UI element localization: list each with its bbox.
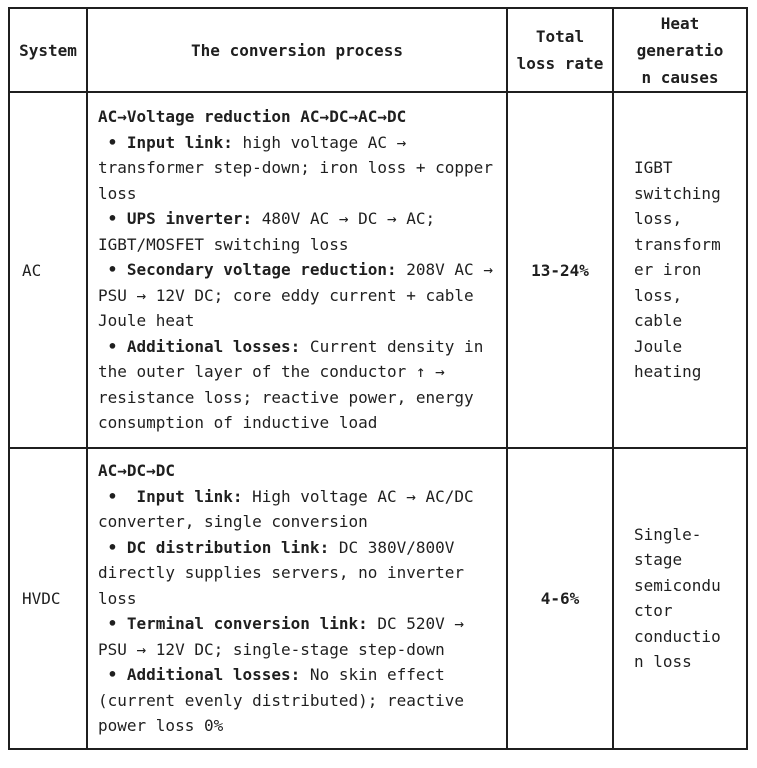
process-headline-text: AC→Voltage reduction AC→DC→AC→DC	[98, 107, 407, 127]
header-row	[9, 8, 747, 92]
system-cell-ac	[9, 92, 87, 448]
bullet-text: No skin effect (current evenly distributed); reactive power loss 0%	[98, 665, 474, 735]
header-cell-conversion-process	[87, 8, 507, 92]
bullet-label: • Additional losses:	[98, 665, 301, 684]
header-label-conversion-process: The conversion process	[191, 40, 403, 60]
system-label-hvdc: HVDC	[22, 588, 61, 608]
bullet-label: • Input link:	[98, 132, 233, 152]
bullet-text: DC 520V → PSU → 12V DC; single-stage step-down	[98, 614, 474, 659]
bullet-text: 480V AC → DC → AC; IGBT/MOSFET switching loss	[98, 209, 445, 254]
header-label-system: System	[19, 40, 77, 60]
process-bullet	[98, 611, 496, 662]
loss-rate-value-hvdc: 4-6%	[540, 588, 580, 608]
process-bullet	[98, 535, 496, 612]
process-bullet	[98, 334, 496, 436]
heat-causes-text-hvdc: Single-stage semiconductor conduction loss	[634, 524, 721, 672]
bullet-label: • UPS inverter:	[98, 209, 253, 229]
header-label-heat-generation-causes: Heat generation causes	[636, 13, 724, 87]
bullet-label: • Terminal conversion link:	[98, 614, 368, 633]
process-bullet	[98, 662, 496, 739]
process-cell-ac	[87, 92, 507, 448]
bullet-label: • Secondary voltage reduction:	[98, 260, 397, 280]
bullet-text: 208V AC → PSU → 12V DC; core eddy current + cable Joule heat	[98, 260, 503, 331]
bullet-text: High voltage AC → AC/DC converter, single conversion	[98, 486, 484, 531]
header-label-total-loss-rate: Total loss rate	[516, 27, 604, 73]
process-headline	[98, 104, 496, 130]
bullet-text: DC 380V/800V directly supplies servers, no inverter loss	[98, 537, 474, 608]
bullet-label: • Input link:	[98, 486, 243, 506]
bullet-label: • Additional losses:	[98, 336, 301, 356]
process-headline-text: AC→DC→DC	[98, 461, 176, 480]
bullet-text: high voltage AC → transformer step-down; iron loss + copper loss	[98, 132, 503, 203]
process-bullet	[98, 130, 503, 207]
system-label-ac: AC	[22, 260, 42, 280]
heat-causes-text-ac: IGBT switching loss, transformer iron loss, cable Joule heating	[634, 158, 721, 382]
table-row-ac	[9, 92, 747, 448]
process-headline	[98, 458, 496, 484]
loss-rate-cell-hvdc	[507, 448, 613, 749]
table-row-hvdc	[9, 448, 747, 749]
header-cell-total-loss-rate	[507, 8, 613, 92]
process-bullet	[98, 484, 496, 535]
loss-rate-cell-ac	[507, 92, 613, 448]
loss-rate-value-ac: 13-24%	[531, 260, 589, 280]
heat-causes-cell-ac	[613, 92, 747, 448]
process-cell-hvdc	[87, 448, 507, 749]
process-bullet	[98, 206, 496, 257]
bullet-text: Current density in the outer layer of the conductor ↑ → resistance loss; reactive power, energy consumption of inductive load	[98, 336, 493, 433]
header-cell-heat-generation-causes	[613, 8, 747, 92]
heat-causes-cell-hvdc	[613, 448, 747, 749]
process-bullet	[98, 257, 503, 334]
comparison-table	[8, 7, 748, 750]
header-cell-system	[9, 8, 87, 92]
system-cell-hvdc	[9, 448, 87, 749]
bullet-label: • DC distribution link:	[98, 537, 330, 557]
